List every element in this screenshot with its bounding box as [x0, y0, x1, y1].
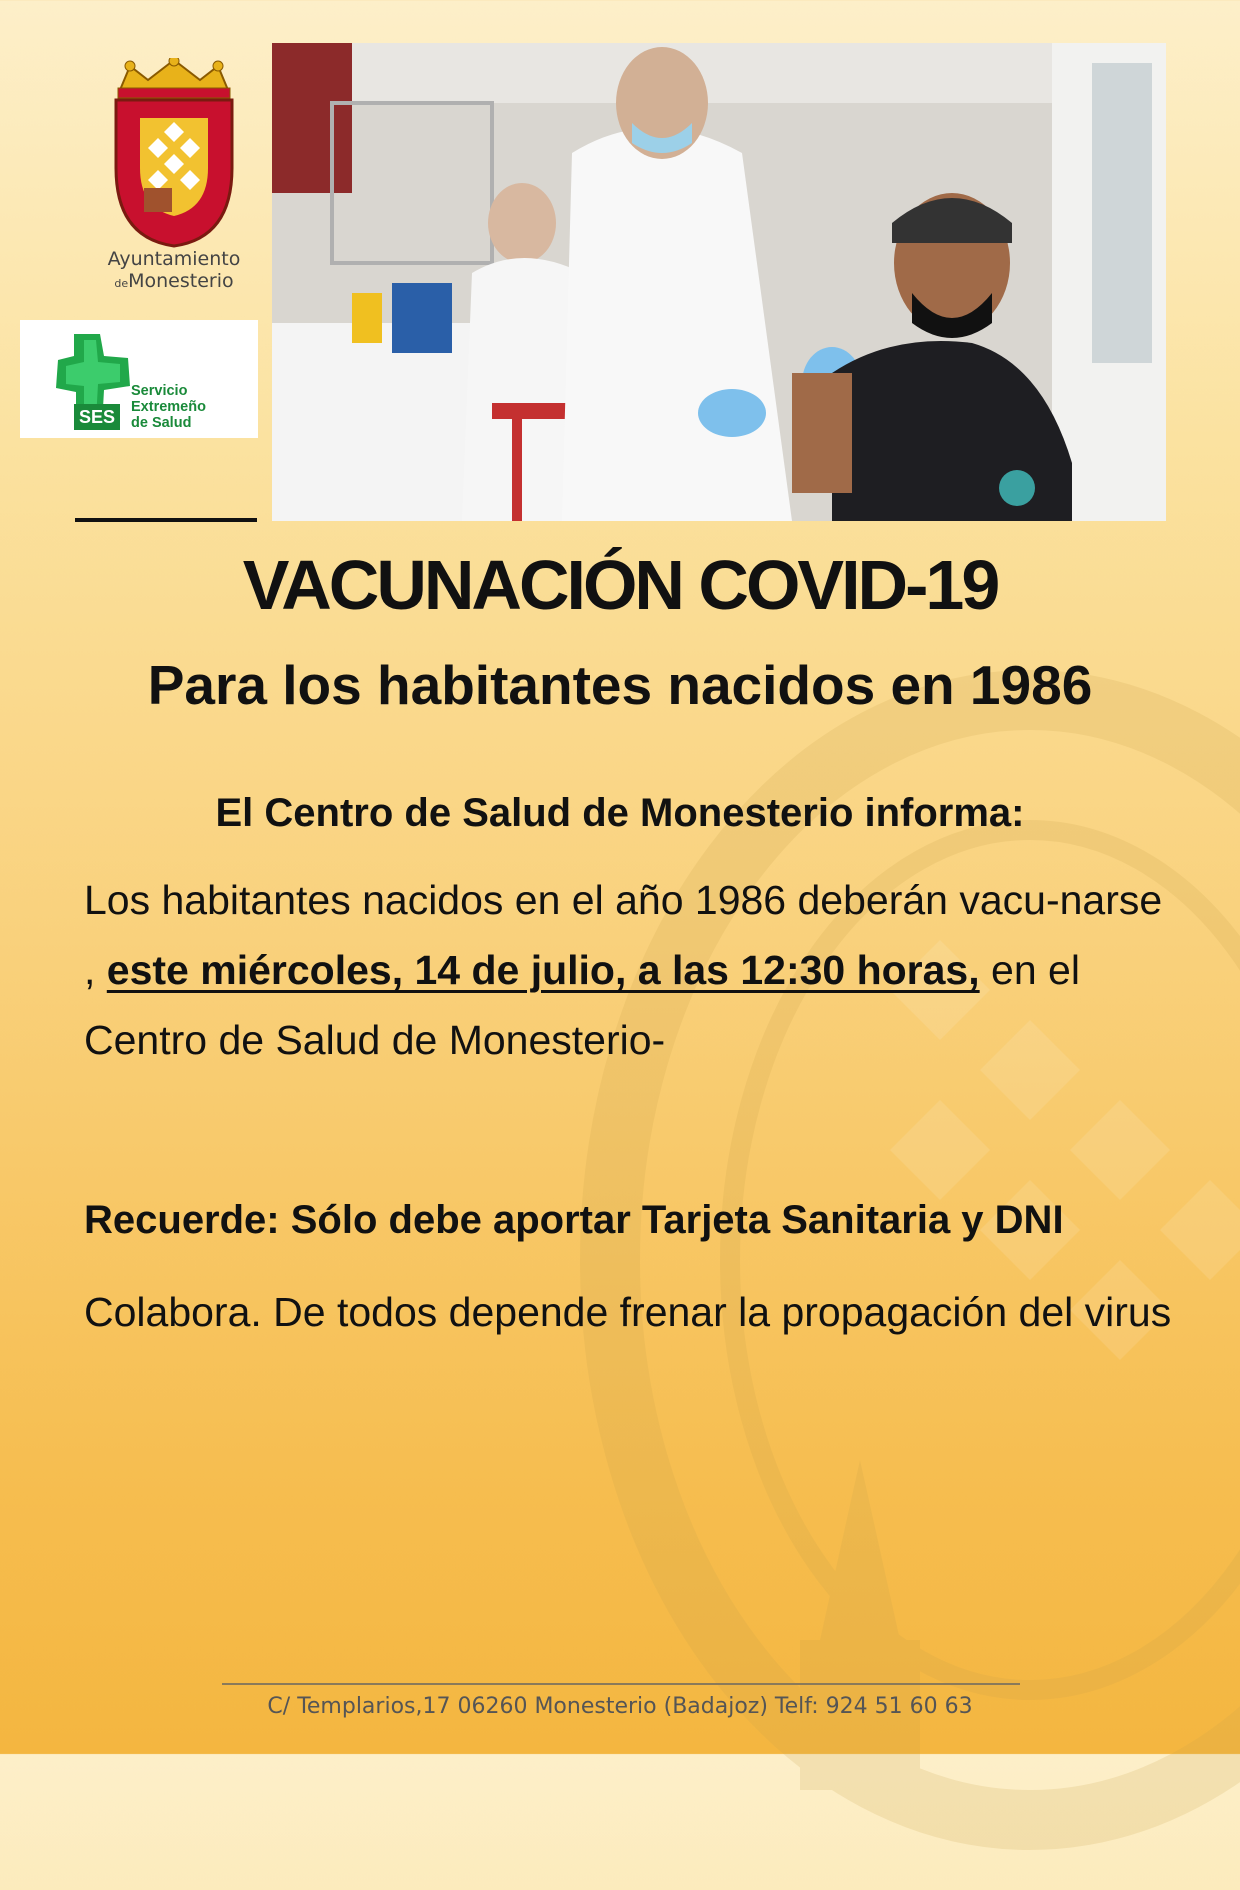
- ses-line2: Extremeño: [131, 399, 206, 415]
- ses-name: [131, 383, 206, 431]
- footer-address: C/ Templarios,17 06260 Monesterio (Badajoz) Telf: 924 51 60 63: [267, 1694, 973, 1719]
- crest-caption-prefix: de: [114, 277, 129, 290]
- informa-heading: El Centro de Salud de Monesterio informa:: [215, 791, 1025, 835]
- crest-caption-line1: Ayuntamiento: [107, 248, 241, 270]
- vaccination-photo: [272, 43, 1166, 521]
- header-divider: [75, 518, 257, 522]
- collaborate-text: Colabora. De todos depende frenar la propagación del virus: [84, 1289, 1172, 1335]
- page-title: VACUNACIÓN COVID-19: [242, 546, 998, 624]
- ses-acronym: SES: [74, 404, 120, 430]
- announcement-start: Los habitantes nacidos en el año 1986 deberán vacu-narse ,: [84, 877, 1163, 993]
- footer-divider: [222, 1683, 1020, 1685]
- crest-caption: [60, 248, 288, 295]
- ses-line1: Servicio: [131, 383, 188, 399]
- announcement-date: este miércoles, 14 de julio, a las 12:30 horas,: [106, 947, 980, 993]
- crest-caption-line2: Monesterio: [128, 270, 234, 292]
- coat-of-arms-icon: [100, 58, 248, 248]
- announcement-paragraph: [84, 865, 1184, 1075]
- announcement-end: en el Centro de Salud de Monesterio-: [84, 947, 1080, 1063]
- ses-line3: de Salud: [131, 415, 192, 431]
- page-subtitle: Para los habitantes nacidos en 1986: [147, 654, 1093, 716]
- reminder-text: Recuerde: Sólo debe aportar Tarjeta Sanitaria y DNI: [84, 1198, 1064, 1242]
